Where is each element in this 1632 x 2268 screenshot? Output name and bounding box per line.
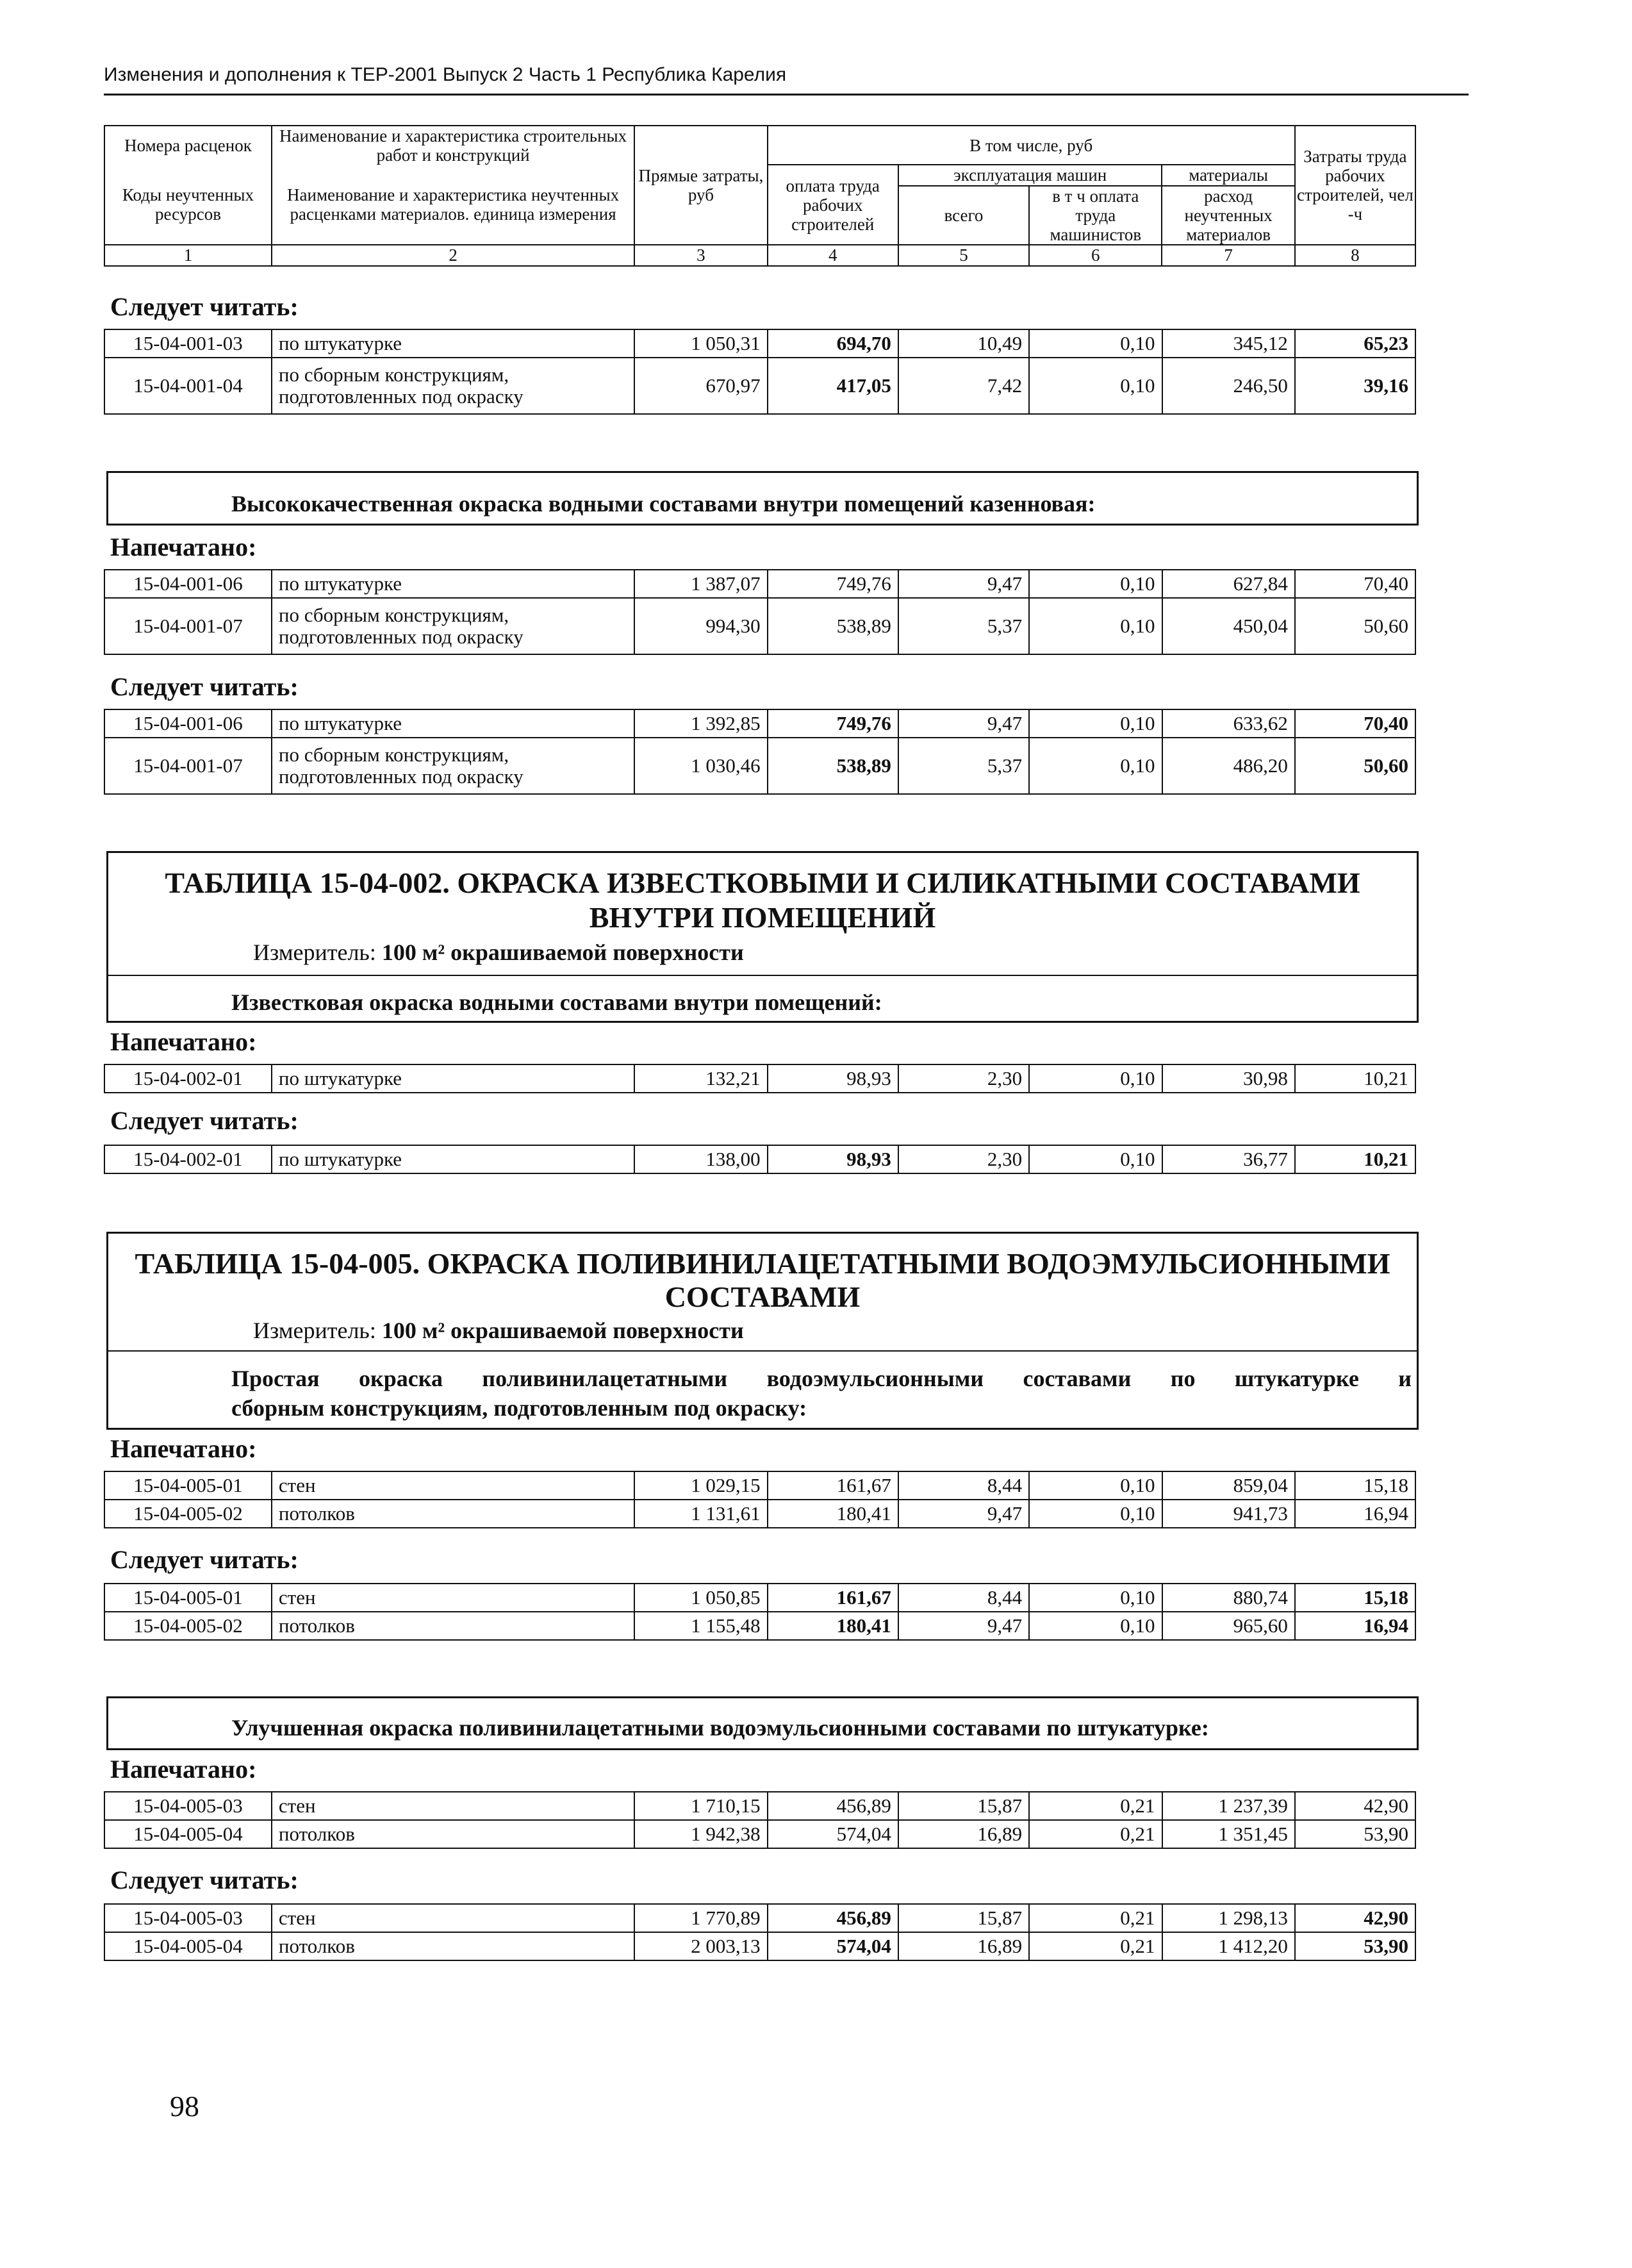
value-cell: 1 351,45 — [1162, 1820, 1295, 1848]
table-title-line1: ТАБЛИЦА 15-04-002. ОКРАСКА ИЗВЕСТКОВЫМИ И СИЛИКАТНЫМИ СОСТАВАМИ — [165, 866, 1360, 899]
table-row — [104, 1932, 1415, 1960]
value-cell: 965,60 — [1162, 1612, 1295, 1640]
rate-code-cell: 15-04-002-01 — [104, 1145, 272, 1173]
value-cell: 1 131,61 — [634, 1500, 767, 1528]
meter-line: Измеритель: 100 м² окрашиваемой поверхности — [253, 939, 744, 965]
table-row — [104, 1500, 1415, 1528]
table-row — [104, 570, 1415, 598]
value-cell: 161,67 — [768, 1471, 898, 1500]
table-row — [104, 1145, 1415, 1173]
rate-code-cell: 15-04-005-03 — [104, 1904, 272, 1932]
running-header: Изменения и дополнения к ТЕР-2001 Выпуск 2 Часть 1 Республика Карелия — [104, 64, 787, 85]
value-cell: 0,10 — [1029, 598, 1162, 654]
table-row — [104, 1584, 1415, 1612]
printed-label: Напечатано: — [110, 533, 257, 561]
value-cell: 30,98 — [1162, 1064, 1295, 1093]
value-cell: 574,04 — [768, 1932, 898, 1960]
value-cell: 16,94 — [1295, 1500, 1415, 1528]
expl-header: эксплуатация машин — [898, 165, 1162, 185]
value-cell: 15,18 — [1295, 1584, 1415, 1612]
value-cell: 8,44 — [898, 1584, 1029, 1612]
value-cell: 1 237,39 — [1162, 1792, 1295, 1820]
value-cell: 39,16 — [1295, 358, 1415, 414]
mat-header: материалы — [1162, 165, 1294, 185]
value-cell: 749,76 — [768, 570, 898, 598]
rate-code-cell: 15-04-001-07 — [104, 738, 272, 794]
value-cell: 0,21 — [1029, 1904, 1162, 1932]
data-table — [104, 1583, 1416, 1641]
value-cell: 53,90 — [1295, 1820, 1415, 1848]
col-index: 6 — [1029, 245, 1162, 265]
data-table — [104, 329, 1416, 415]
value-cell: 15,18 — [1295, 1471, 1415, 1500]
value-cell: 1 030,46 — [634, 738, 767, 794]
col-index: 3 — [634, 245, 767, 265]
value-cell: 994,30 — [634, 598, 767, 654]
meter-line: Измеритель: 100 м² окрашиваемой поверхности — [253, 1318, 744, 1343]
table-title-box — [106, 851, 1419, 1023]
value-cell: 0,10 — [1029, 358, 1162, 414]
col-index: 2 — [272, 245, 634, 265]
table-title-line2: ВНУТРИ ПОМЕЩЕНИЙ — [589, 901, 936, 934]
rate-code-cell: 15-04-005-01 — [104, 1584, 272, 1612]
value-cell: 0,10 — [1029, 570, 1162, 598]
work-name-cell: потолков — [272, 1932, 634, 1960]
col1-header-top: Номера расценок — [104, 126, 272, 165]
value-cell: 1 412,20 — [1162, 1932, 1295, 1960]
table-row — [104, 738, 1415, 794]
value-cell: 456,89 — [768, 1792, 898, 1820]
value-cell: 8,44 — [898, 1471, 1029, 1500]
work-name-cell: потолков — [272, 1612, 634, 1640]
value-cell: 2 003,13 — [634, 1932, 767, 1960]
read-as-label: Следует читать: — [110, 292, 299, 321]
value-cell: 450,04 — [1162, 598, 1295, 654]
value-cell: 880,74 — [1162, 1584, 1295, 1612]
read-as-label: Следует читать: — [110, 1106, 299, 1135]
rate-code-cell: 15-04-005-01 — [104, 1471, 272, 1500]
col-index: 7 — [1162, 245, 1294, 265]
rate-code-cell: 15-04-001-06 — [104, 709, 272, 738]
rate-code-cell: 15-04-005-02 — [104, 1612, 272, 1640]
value-cell: 859,04 — [1162, 1471, 1295, 1500]
value-cell: 180,41 — [768, 1500, 898, 1528]
rate-code-cell: 15-04-005-02 — [104, 1500, 272, 1528]
value-cell: 1 942,38 — [634, 1820, 767, 1848]
rate-code-cell: 15-04-001-06 — [104, 570, 272, 598]
work-name-cell: стен — [272, 1584, 634, 1612]
value-cell: 9,47 — [898, 709, 1029, 738]
value-cell: 1 392,85 — [634, 709, 767, 738]
value-cell: 0,10 — [1029, 1612, 1162, 1640]
rate-code-cell: 15-04-005-03 — [104, 1792, 272, 1820]
value-cell: 941,73 — [1162, 1500, 1295, 1528]
printed-label: Напечатано: — [110, 1755, 257, 1784]
section-subtitle-line2: сборным конструкциям, подготовленным под окраску: — [231, 1395, 807, 1421]
value-cell: 486,20 — [1162, 738, 1295, 794]
value-cell: 50,60 — [1295, 598, 1415, 654]
value-cell: 417,05 — [768, 358, 898, 414]
value-cell: 16,89 — [898, 1820, 1029, 1848]
value-cell: 1 029,15 — [634, 1471, 767, 1500]
work-name-cell: по штукатурке — [272, 1145, 634, 1173]
value-cell: 1 050,31 — [634, 329, 767, 358]
rate-code-cell: 15-04-001-07 — [104, 598, 272, 654]
table-row — [104, 329, 1415, 358]
value-cell: 180,41 — [768, 1612, 898, 1640]
value-cell: 16,94 — [1295, 1612, 1415, 1640]
value-cell: 0,10 — [1029, 738, 1162, 794]
value-cell: 0,21 — [1029, 1932, 1162, 1960]
value-cell: 538,89 — [768, 598, 898, 654]
work-name-cell: по сборным конструкциям, подготовленных под окраску — [272, 358, 634, 414]
value-cell: 1 050,85 — [634, 1584, 767, 1612]
col2-header-top: Наименование и характеристика строительных работ и конструкций — [272, 126, 634, 165]
value-cell: 50,60 — [1295, 738, 1415, 794]
value-cell: 0,10 — [1029, 1471, 1162, 1500]
table-row — [104, 598, 1415, 654]
value-cell: 694,70 — [768, 329, 898, 358]
value-cell: 65,23 — [1295, 329, 1415, 358]
value-cell: 98,93 — [768, 1064, 898, 1093]
value-cell: 627,84 — [1162, 570, 1295, 598]
value-cell: 16,89 — [898, 1932, 1029, 1960]
col2-header-bottom: Наименование и характеристика неучтенных расценками материалов. единица измерения — [272, 165, 634, 245]
value-cell: 10,21 — [1295, 1145, 1415, 1173]
value-cell: 749,76 — [768, 709, 898, 738]
section-title-box — [106, 471, 1419, 526]
data-table — [104, 1064, 1416, 1093]
value-cell: 456,89 — [768, 1904, 898, 1932]
value-cell: 0,10 — [1029, 1064, 1162, 1093]
work-name-cell: потолков — [272, 1820, 634, 1848]
value-cell: 70,40 — [1295, 570, 1415, 598]
value-cell: 0,10 — [1029, 1584, 1162, 1612]
value-cell: 132,21 — [634, 1064, 767, 1093]
header-rule — [104, 94, 1469, 95]
work-name-cell: по сборным конструкциям, подготовленных под окраску — [272, 738, 634, 794]
table-row — [104, 1792, 1415, 1820]
value-cell: 53,90 — [1295, 1932, 1415, 1960]
col-index: 5 — [898, 245, 1029, 265]
section-subtitle-line1: Простая окраска поливинилацетатными водоэмульсионными составами по штукатурке и — [231, 1366, 1412, 1391]
incl-header: В том числе, руб — [768, 126, 1295, 165]
box-divider — [108, 1350, 1417, 1352]
read-as-label: Следует читать: — [110, 1545, 299, 1574]
value-cell: 9,47 — [898, 570, 1029, 598]
value-cell: 7,42 — [898, 358, 1029, 414]
table-row — [104, 709, 1415, 738]
value-cell: 70,40 — [1295, 709, 1415, 738]
value-cell: 2,30 — [898, 1064, 1029, 1093]
read-as-label: Следует читать: — [110, 672, 299, 701]
value-cell: 5,37 — [898, 598, 1029, 654]
data-table — [104, 1471, 1416, 1528]
table-title-line1: ТАБЛИЦА 15-04-005. ОКРАСКА ПОЛИВИНИЛАЦЕТАТНЫМИ ВОДОЭМУЛЬСИОННЫМИ — [135, 1247, 1390, 1280]
read-as-label: Следует читать: — [110, 1866, 299, 1894]
value-cell: 0,21 — [1029, 1792, 1162, 1820]
col5-header: всего — [898, 186, 1029, 245]
rate-code-cell: 15-04-001-03 — [104, 329, 272, 358]
value-cell: 574,04 — [768, 1820, 898, 1848]
col3-header: Прямые затраты, руб — [634, 126, 767, 245]
col6-header: в т ч оплата труда машинистов — [1029, 186, 1162, 245]
col-index: 4 — [768, 245, 898, 265]
work-name-cell: по штукатурке — [272, 570, 634, 598]
value-cell: 1 387,07 — [634, 570, 767, 598]
work-name-cell: по штукатурке — [272, 709, 634, 738]
rate-code-cell: 15-04-001-04 — [104, 358, 272, 414]
value-cell: 98,93 — [768, 1145, 898, 1173]
section-title: Улучшенная окраска поливинилацетатными водоэмульсионными составами по штукатурке: — [231, 1715, 1209, 1741]
printed-label: Напечатано: — [110, 1027, 257, 1056]
table-row — [104, 1064, 1415, 1093]
value-cell: 0,10 — [1029, 1500, 1162, 1528]
value-cell: 2,30 — [898, 1145, 1029, 1173]
value-cell: 1 155,48 — [634, 1612, 767, 1640]
work-name-cell: потолков — [272, 1500, 634, 1528]
section-title: Высококачественная окраска водными составами внутри помещений казенновая: — [231, 491, 1096, 517]
value-cell: 1 710,15 — [634, 1792, 767, 1820]
rate-code-cell: 15-04-005-04 — [104, 1932, 272, 1960]
value-cell: 0,21 — [1029, 1820, 1162, 1848]
value-cell: 1 770,89 — [634, 1904, 767, 1932]
rate-code-cell: 15-04-002-01 — [104, 1064, 272, 1093]
value-cell: 138,00 — [634, 1145, 767, 1173]
value-cell: 42,90 — [1295, 1792, 1415, 1820]
value-cell: 246,50 — [1162, 358, 1295, 414]
value-cell: 0,10 — [1029, 709, 1162, 738]
work-name-cell: стен — [272, 1792, 634, 1820]
value-cell: 9,47 — [898, 1612, 1029, 1640]
table-row — [104, 1471, 1415, 1500]
work-name-cell: по штукатурке — [272, 329, 634, 358]
box-divider — [108, 975, 1417, 976]
value-cell: 0,10 — [1029, 329, 1162, 358]
col-index: 1 — [104, 245, 272, 265]
value-cell: 10,49 — [898, 329, 1029, 358]
value-cell: 9,47 — [898, 1500, 1029, 1528]
data-table — [104, 709, 1416, 795]
value-cell: 633,62 — [1162, 709, 1295, 738]
data-table — [104, 569, 1416, 655]
value-cell: 42,90 — [1295, 1904, 1415, 1932]
section-subtitle: Известковая окраска водными составами внутри помещений: — [231, 989, 882, 1015]
page-number: 98 — [170, 2090, 199, 2123]
value-cell: 5,37 — [898, 738, 1029, 794]
col8-header: Затраты труда рабочих строителей, чел -ч — [1295, 126, 1415, 245]
table-row — [104, 1820, 1415, 1848]
col7-header: расход неучтенных материалов — [1162, 186, 1294, 245]
value-cell: 161,67 — [768, 1584, 898, 1612]
value-cell: 0,10 — [1029, 1145, 1162, 1173]
value-cell: 670,97 — [634, 358, 767, 414]
value-cell: 1 298,13 — [1162, 1904, 1295, 1932]
rate-code-cell: 15-04-005-04 — [104, 1820, 272, 1848]
table-row — [104, 1612, 1415, 1640]
table-row — [104, 1904, 1415, 1932]
work-name-cell: по штукатурке — [272, 1064, 634, 1093]
value-cell: 36,77 — [1162, 1145, 1295, 1173]
section-title-box — [106, 1696, 1419, 1750]
value-cell: 10,21 — [1295, 1064, 1415, 1093]
value-cell: 15,87 — [898, 1904, 1029, 1932]
col1-header-bottom: Коды неучтенных ресурсов — [104, 165, 272, 245]
work-name-cell: по сборным конструкциям, подготовленных под окраску — [272, 598, 634, 654]
table-title-line2: СОСТАВАМИ — [664, 1280, 861, 1313]
table-row — [104, 358, 1415, 414]
value-cell: 538,89 — [768, 738, 898, 794]
value-cell: 345,12 — [1162, 329, 1295, 358]
data-table — [104, 1791, 1416, 1849]
table-title-box — [106, 1232, 1419, 1430]
value-cell: 15,87 — [898, 1792, 1029, 1820]
col-index: 8 — [1295, 245, 1415, 265]
column-header-table — [104, 125, 1416, 267]
data-table — [104, 1145, 1416, 1174]
data-table — [104, 1903, 1416, 1961]
work-name-cell: стен — [272, 1471, 634, 1500]
col4-header: оплата труда рабочих строителей — [768, 165, 898, 245]
printed-label: Напечатано: — [110, 1434, 257, 1463]
work-name-cell: стен — [272, 1904, 634, 1932]
